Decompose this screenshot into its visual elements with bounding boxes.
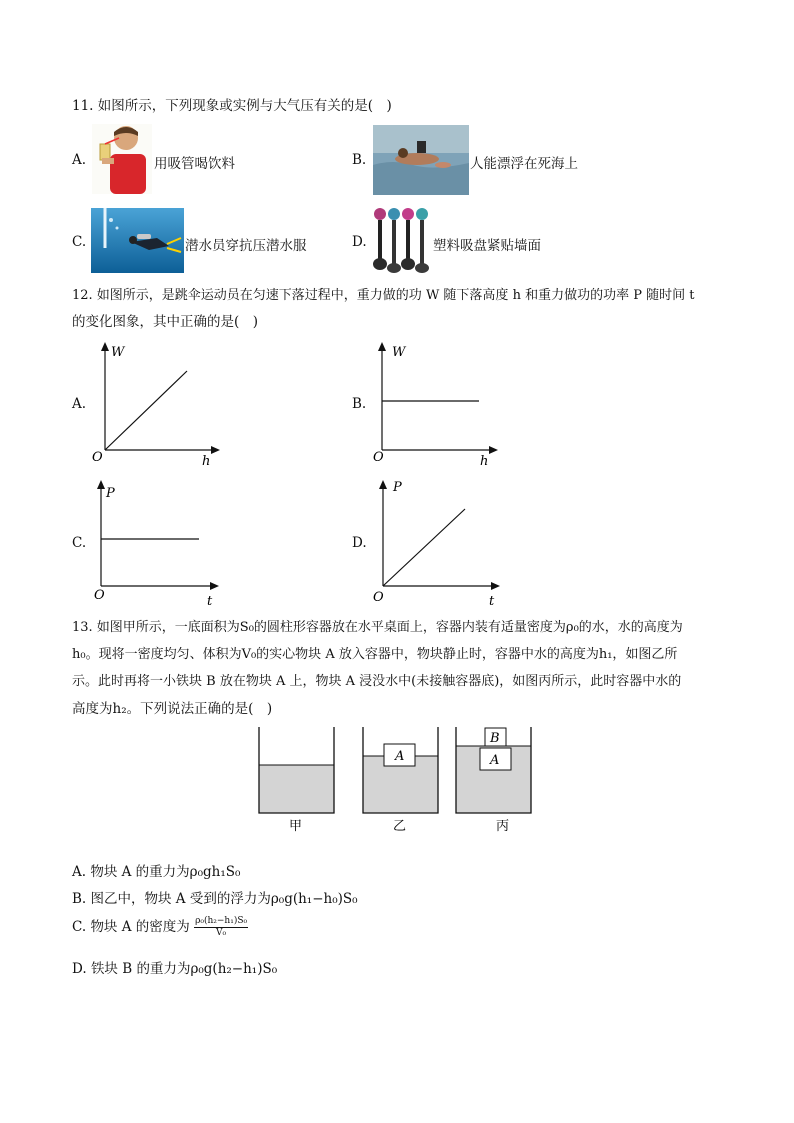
- q11-option-b-text: 人能漂浮在死海上: [470, 156, 578, 172]
- q12-graph-b-ylabel: W: [392, 345, 406, 360]
- q12-graph-c-origin: O: [94, 588, 105, 603]
- q13-option-a: [72, 860, 240, 880]
- q11-option-a-letter: A.: [72, 152, 87, 168]
- q12-graph-b-xlabel: h: [480, 454, 489, 469]
- q13-option-c-text: 物块 A 的密度为: [90, 919, 190, 935]
- q12-graph-c-xlabel: t: [207, 594, 213, 608]
- q11-option-a-image: [92, 124, 152, 194]
- q12-graph-d-origin: O: [373, 590, 384, 605]
- figure-label-bing: 丙: [496, 819, 510, 834]
- q13-option-a-text: 物块 A 的重力为ρ₀gh₁S₀: [90, 864, 241, 880]
- figure-label-jia: 甲: [289, 819, 303, 834]
- figure-label-yi: 乙: [393, 819, 407, 834]
- q13-option-c-fraction-num: ρ₀(h₂−h₁)S₀: [195, 916, 248, 926]
- q12-graph-a-letter: A.: [72, 396, 87, 412]
- q12-graph-c-ylabel: P: [106, 486, 115, 501]
- q11-option-c-text: 潜水员穿抗压潜水服: [185, 238, 307, 254]
- q12-graph-b: [367, 340, 507, 470]
- q13-option-d-text: 铁块 B 的重力为ρ₀g(h₂−h₁)S₀: [90, 961, 278, 977]
- q12-graph-d-xlabel: t: [489, 594, 495, 608]
- q11-option-d-letter: D.: [352, 234, 367, 250]
- q12-graph-a: [88, 340, 228, 470]
- q13-option-b: [72, 887, 358, 907]
- q12-graph-d-ylabel: P: [393, 480, 402, 495]
- q13-option-d-letter: D.: [72, 961, 87, 977]
- q11-option-b-image: [373, 125, 469, 195]
- q12-graph-c: [86, 478, 226, 608]
- q13-option-c-letter: C.: [72, 919, 87, 935]
- block-a-label-bing: A: [490, 753, 500, 768]
- q13-line1: 13. 如图甲所示，一底面积为S₀的圆柱形容器放在水平桌面上，容器内装有适量密度为ρ₀的水，水的高度为: [72, 620, 683, 635]
- q12-graph-a-curve: [105, 371, 187, 450]
- q11-option-a-text: 用吸管喝饮料: [154, 156, 235, 172]
- q12-stem-line2: 的变化图象，其中正确的是( ): [72, 314, 259, 330]
- q12-graph-a-xlabel: h: [202, 454, 211, 469]
- q12-graph-d: [369, 478, 509, 608]
- q12-graph-a-origin: O: [92, 450, 103, 465]
- q11-option-c-letter: C.: [72, 234, 87, 250]
- block-a-label-yi: A: [395, 749, 405, 764]
- container-yi: [363, 727, 438, 813]
- q13-containers-figure: [250, 724, 550, 839]
- q12-graph-d-curve: [383, 509, 465, 586]
- q13-line2: h₀。现将一密度均匀、体积为V₀的实心物块 A 放入容器中，物块静止时，容器中水的高度为h₁，如图乙所: [72, 647, 678, 662]
- q13-option-c: [72, 915, 248, 939]
- q13-option-b-letter: B.: [72, 891, 87, 907]
- q12-graph-b-origin: O: [373, 450, 384, 465]
- container-jia: [259, 727, 334, 813]
- q11-option-b-letter: B.: [352, 152, 367, 168]
- q12-graph-c-letter: C.: [72, 535, 87, 551]
- q12-graph-d-letter: D.: [352, 535, 367, 551]
- q13-option-d: [72, 957, 277, 977]
- q13-option-c-fraction-den: V₀: [216, 928, 227, 938]
- q11-option-d-text: 塑料吸盘紧贴墙面: [433, 238, 541, 254]
- q13-option-c-fraction: [194, 916, 248, 939]
- q13-option-a-letter: A.: [72, 864, 87, 880]
- block-b-label-bing: B: [490, 731, 500, 746]
- q12-graph-a-ylabel: W: [111, 345, 125, 360]
- q11-option-d-image: [370, 206, 432, 274]
- q13-option-b-text: 图乙中，物块 A 受到的浮力为ρ₀g(h₁−h₀)S₀: [90, 891, 358, 907]
- q13-line4: 高度为h₂。下列说法正确的是( ): [72, 701, 273, 717]
- q12-graph-b-letter: B.: [352, 396, 367, 412]
- q11-stem: 11. 如图所示，下列现象或实例与大气压有关的是( ): [72, 98, 392, 114]
- q11-option-c-image: [91, 208, 184, 273]
- q12-stem-line1: 12. 如图所示，是跳伞运动员在匀速下落过程中，重力做的功 W 随下落高度 h 和重力做功的功率 P 随时间 t: [72, 288, 695, 303]
- q13-line3: 示。此时再将一小铁块 B 放在物块 A 上，物块 A 浸没水中(未接触容器底)，如图丙所示，此时容器中水的: [72, 674, 682, 689]
